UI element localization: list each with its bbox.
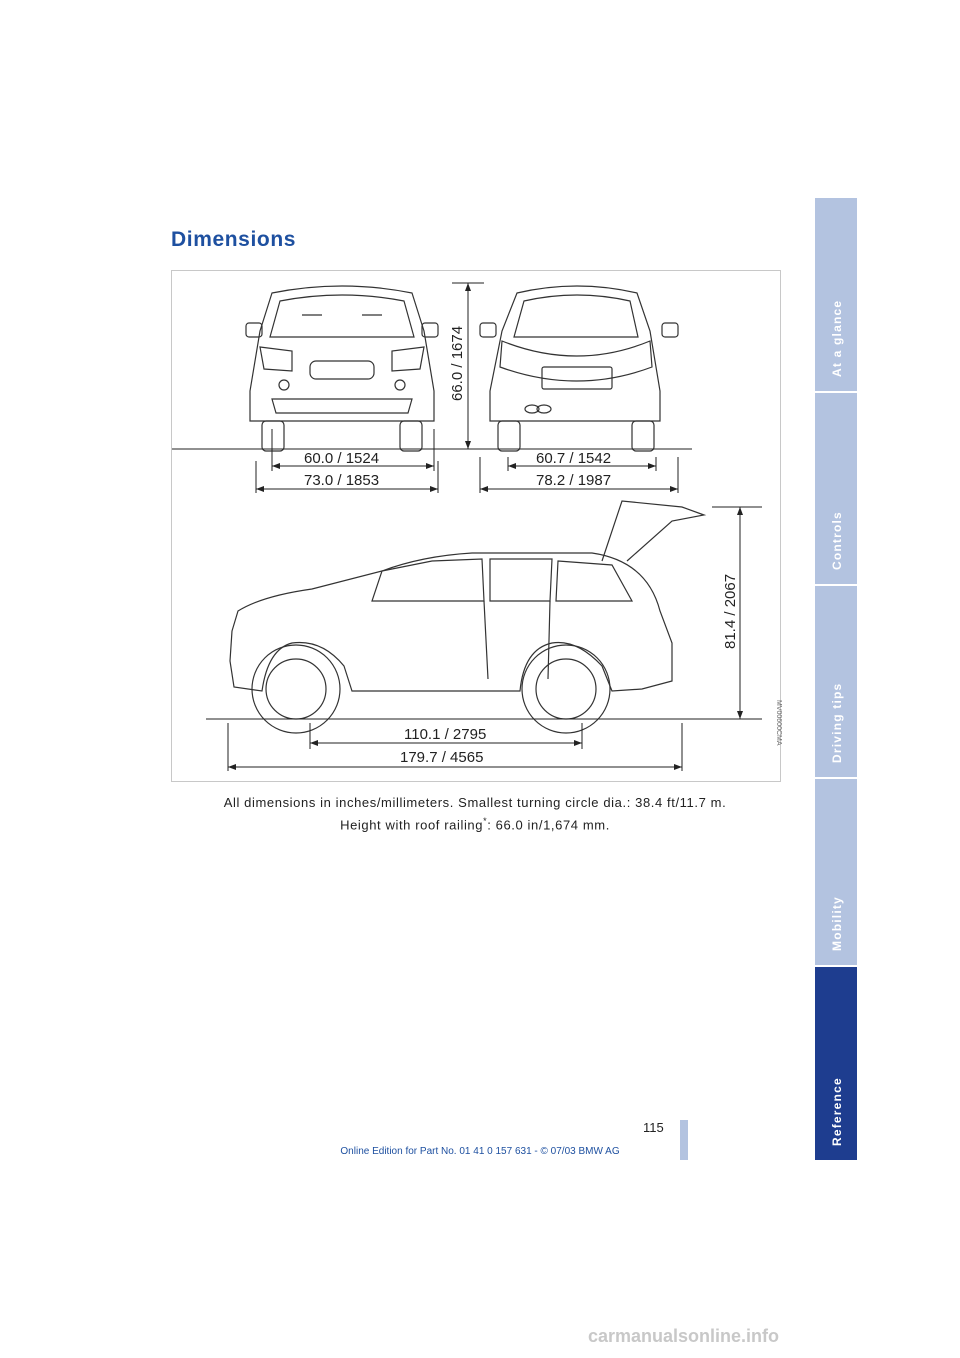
tab-at-a-glance[interactable]: At a glance <box>815 198 857 391</box>
figure-caption <box>171 794 779 834</box>
page-number: 115 <box>643 1120 664 1135</box>
vehicle-dimension-drawing <box>172 271 780 781</box>
rear-track-label: 60.7 / 1542 <box>536 450 612 467</box>
tab-driving-tips[interactable]: Driving tips <box>815 586 857 777</box>
optional-star-icon: * <box>483 816 488 826</box>
height-label: 66.0 / 1674 <box>449 325 466 401</box>
front-track-label: 60.0 / 1524 <box>304 450 380 467</box>
footer-text: Online Edition for Part No. 01 41 0 157 631 - © 07/03 BMW AG <box>340 1146 620 1157</box>
tab-reference[interactable]: Reference <box>815 967 857 1160</box>
watermark: carmanualsonline.info <box>588 1326 780 1346</box>
caption-line-1: All dimensions in inches/millimeters. Smallest turning circle dia.: 38.4 ft/11.7 m. <box>223 795 727 810</box>
chapter-tabs <box>815 198 857 1160</box>
wheelbase-label: 110.1 / 2795 <box>404 726 487 743</box>
side-view-drawing <box>230 501 704 733</box>
rear-view-drawing <box>480 286 678 451</box>
rear-width-label: 78.2 / 1987 <box>536 472 612 489</box>
tab-controls[interactable]: Controls <box>815 393 857 584</box>
front-view-drawing <box>246 286 438 451</box>
page-title: Dimensions <box>171 228 297 251</box>
figure-code: MV00600CMA <box>775 700 782 746</box>
caption-line-2: Height with roof railing*: 66.0 in/1,674 mm. <box>340 816 610 833</box>
tailgate-height-label: 81.4 / 2067 <box>722 573 739 649</box>
dimensions-figure <box>171 270 781 782</box>
front-width-label: 73.0 / 1853 <box>304 472 380 489</box>
tab-mobility[interactable]: Mobility <box>815 779 857 965</box>
length-label: 179.7 / 4565 <box>400 749 484 766</box>
